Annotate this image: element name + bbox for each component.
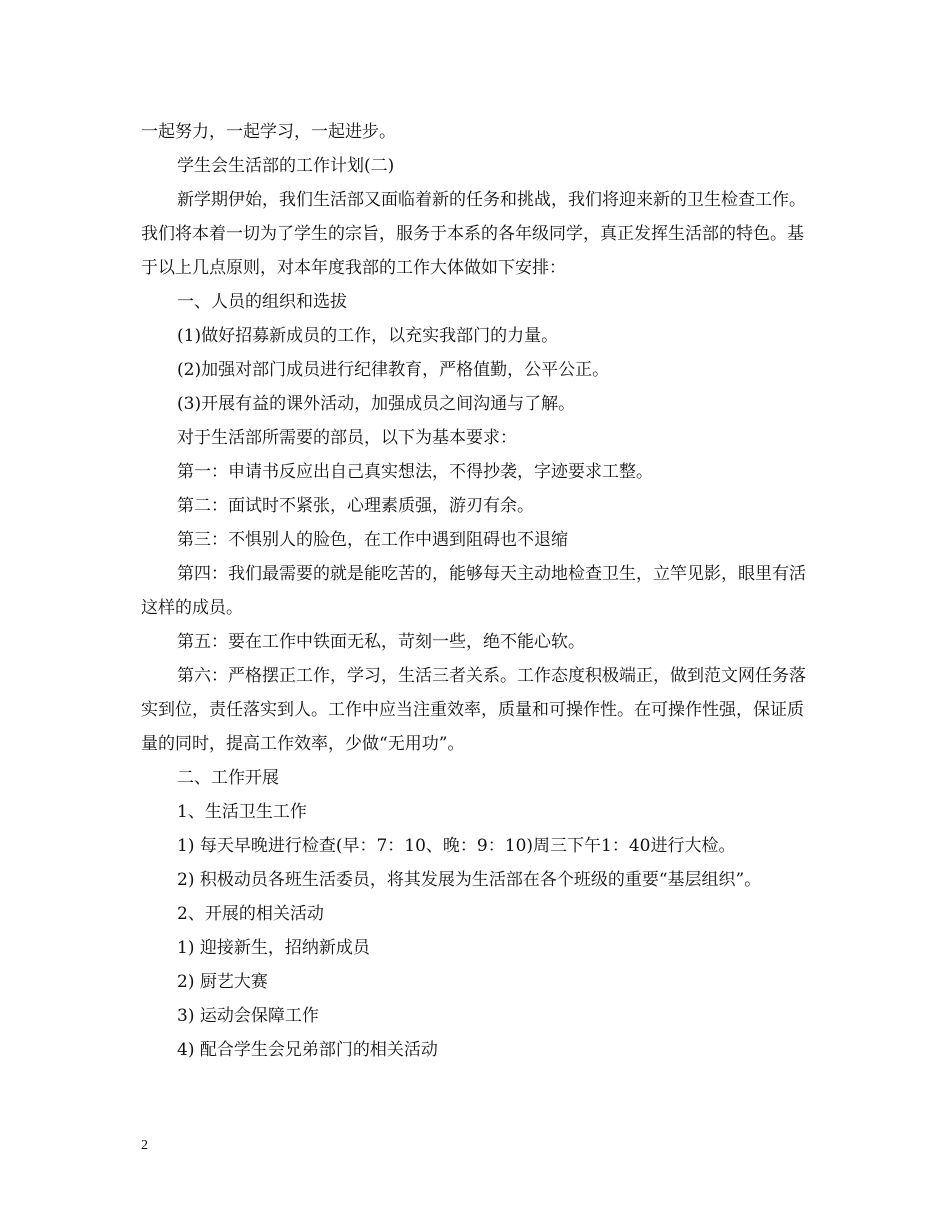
list-item: (1)做好招募新成员的工作，以充实我部门的力量。 xyxy=(177,326,559,346)
list-item: 3) 运动会保障工作 xyxy=(177,1006,319,1026)
requirement-item: 第三：不惧别人的脸色，在工作中遇到阻碍也不退缩 xyxy=(177,530,568,550)
list-item: 2) 厨艺大赛 xyxy=(177,972,268,992)
list-item: 2) 积极动员各班生活委员，将其发展为生活部在各个班级的重要“基层组织”。 xyxy=(177,870,762,890)
requirement-item: 第五：要在工作中铁面无私，苛刻一些，绝不能心软。 xyxy=(177,632,585,652)
requirement-item: 第四：我们最需要的就是能吃苦的，能够每天主动地检查卫生，立竿见影，眼里有活这样的成员。 xyxy=(141,564,806,618)
list-item: (3)开展有益的课外活动，加强成员之间沟通与了解。 xyxy=(177,394,576,414)
subheading-hygiene: 1、生活卫生工作 xyxy=(177,802,307,822)
requirements-intro: 对于生活部所需要的部员，以下为基本要求： xyxy=(177,428,517,448)
heading-personnel: 一、人员的组织和选拔 xyxy=(177,292,347,312)
requirement-item: 第六：严格摆正工作，学习，生活三者关系。工作态度积极端正，做到范文网任务落实到位，责任落实到人。工作中应当注重效率，质量和可操作性。在可操作性强，保证质量的同时，提高工作效率，少做“无用功”。 xyxy=(141,666,806,754)
subheading-activities: 2、开展的相关活动 xyxy=(177,904,324,924)
document-body xyxy=(141,115,811,1067)
page-number: 2 xyxy=(141,1138,148,1153)
paragraph-closing: 一起努力，一起学习，一起进步。 xyxy=(141,122,396,142)
list-item: 4) 配合学生会兄弟部门的相关活动 xyxy=(177,1040,438,1060)
list-item: 1) 每天早晚进行检查(早：7：10、晚：9：10)周三下午1：40进行大检。 xyxy=(177,836,736,856)
requirement-item: 第一：申请书反应出自己真实想法，不得抄袭，字迹要求工整。 xyxy=(177,462,653,482)
intro-paragraph: 新学期伊始，我们生活部又面临着新的任务和挑战，我们将迎来新的卫生检查工作。我们将本着一切为了学生的宗旨，服务于本系的各年级同学，真正发挥生活部的特色。基于以上几点原则，对本年度我部的工作大体做如下安排： xyxy=(141,190,806,278)
requirement-item: 第二：面试时不紧张，心理素质强，游刃有余。 xyxy=(177,496,534,516)
list-item: 1) 迎接新生，招纳新成员 xyxy=(177,938,370,958)
heading-work: 二、工作开展 xyxy=(177,768,279,788)
list-item: (2)加强对部门成员进行纪律教育，严格值勤，公平公正。 xyxy=(177,360,610,380)
section-title: 学生会生活部的工作计划(二) xyxy=(177,156,395,176)
